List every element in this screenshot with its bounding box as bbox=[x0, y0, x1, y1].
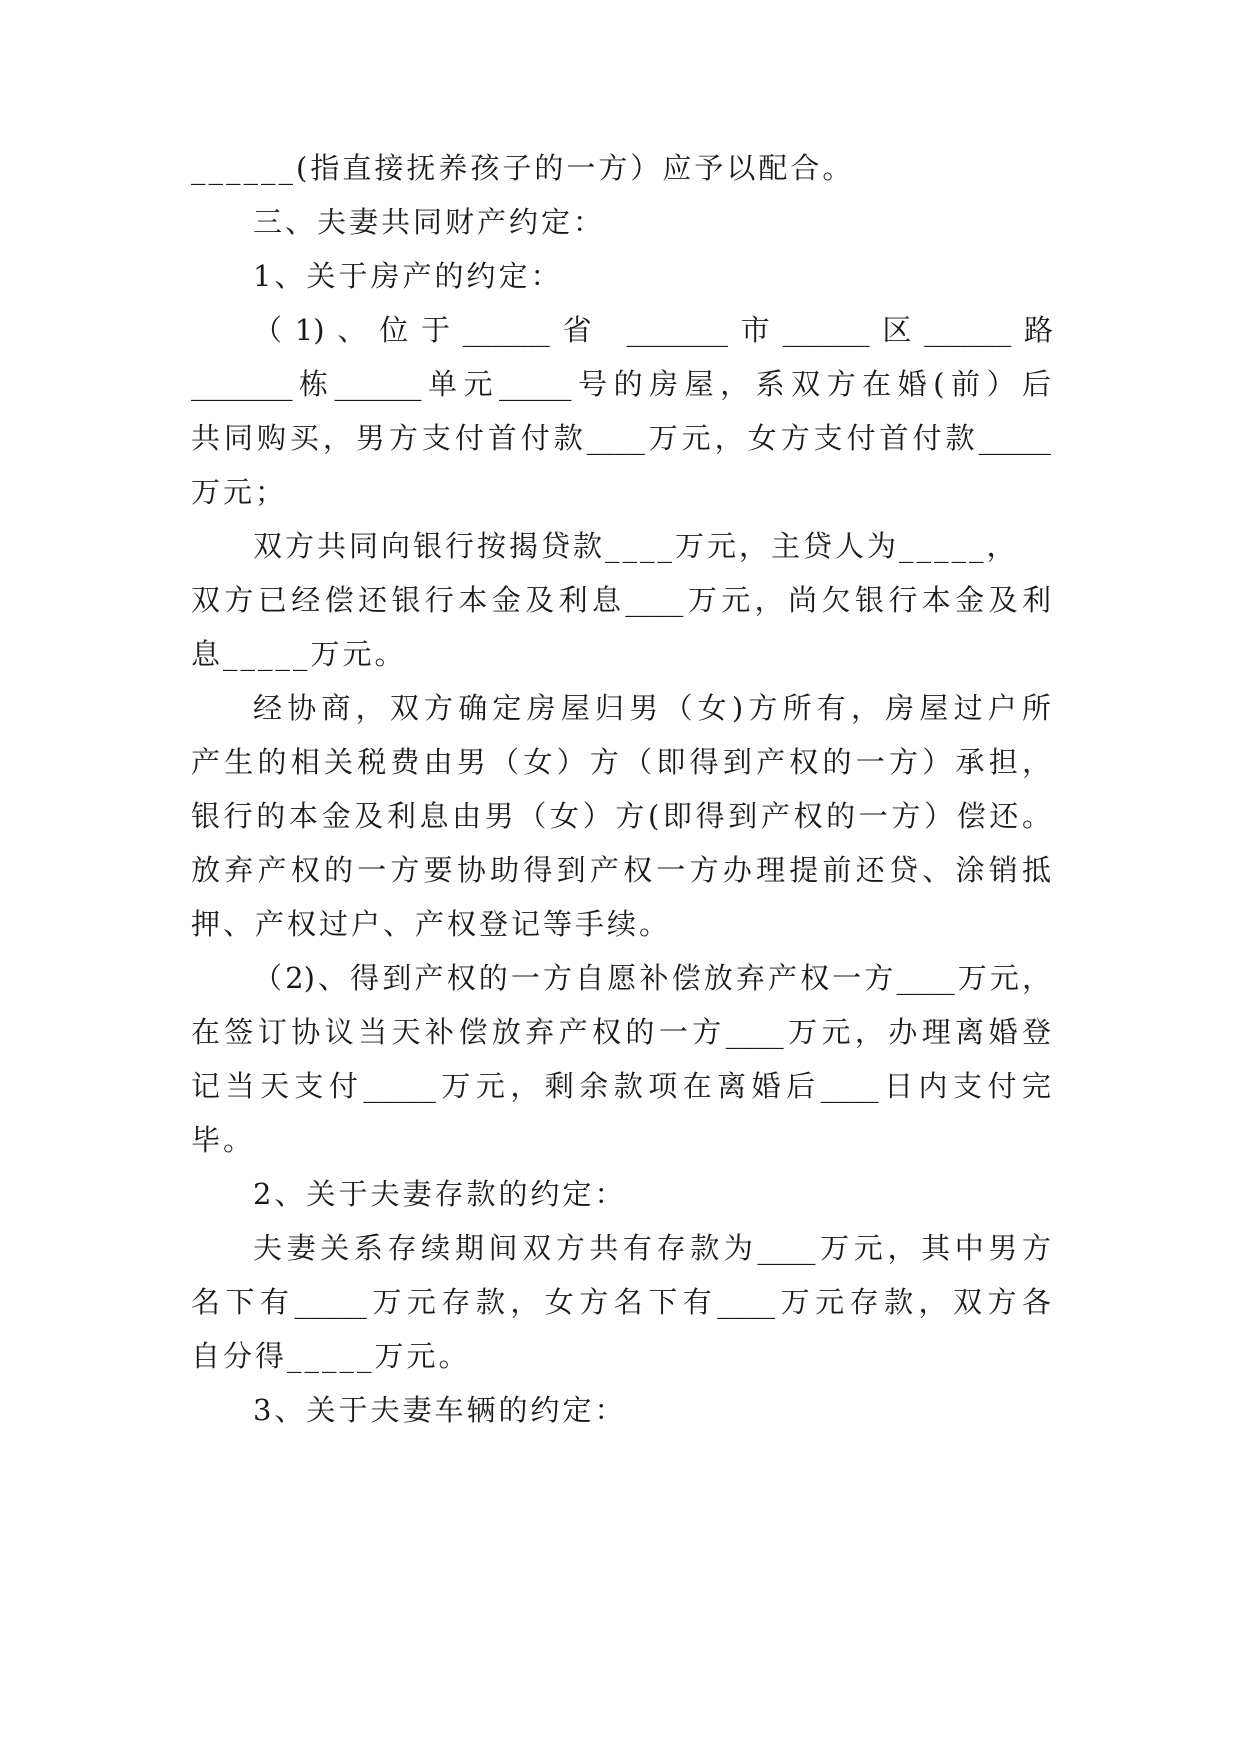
text-line-12: 产生的相关税费由男（女）方（即得到产权的一方）承担， bbox=[191, 745, 1051, 779]
text-line-14: 放弃产权的一方要协助得到产权一方办理提前还贷、涂销抵 bbox=[191, 853, 1051, 887]
text-line-21: 夫妻关系存续期间双方共有存款为____万元，其中男方 bbox=[253, 1231, 1051, 1265]
text-line-16: （2)、得到产权的一方自愿补偿放弃产权一方____万元， bbox=[253, 961, 1051, 995]
text-line-9: 双方已经偿还银行本金及利息____万元，尚欠银行本金及利 bbox=[191, 583, 1051, 617]
text-line-5: _______栋______单元_____号的房屋，系双方在婚(前）后 bbox=[191, 367, 1051, 401]
text-line-22: 名下有_____万元存款，女方名下有____万元存款，双方各 bbox=[191, 1285, 1051, 1319]
subsection-heading-1: 1、关于房产的约定： bbox=[253, 259, 563, 293]
subsection-heading-2: 2、关于夫妻存款的约定： bbox=[253, 1177, 627, 1211]
text-line-11: 经协商，双方确定房屋归男（女)方所有，房屋过户所 bbox=[253, 691, 1051, 725]
text-line-13: 银行的本金及利息由男（女）方(即得到产权的一方）偿还。 bbox=[191, 799, 1051, 833]
text-line-15: 押、产权过户、产权登记等手续。 bbox=[191, 907, 672, 941]
text-line-23: 自分得_____万元。 bbox=[191, 1339, 471, 1373]
section-heading-3: 三、夫妻共同财产约定： bbox=[253, 205, 606, 239]
subsection-heading-3: 3、关于夫妻车辆的约定： bbox=[253, 1393, 627, 1427]
text-line-7: 万元； bbox=[191, 475, 288, 509]
text-line-18: 记当天支付_____万元，剩余款项在离婚后____日内支付完 bbox=[191, 1069, 1051, 1103]
text-line-4: （1)、位于______省 _______市______区______路 bbox=[253, 313, 1053, 347]
text-line-1: ______(指直接抚养孩子的一方）应予以配合。 bbox=[191, 151, 855, 185]
text-line-8: 双方共同向银行按揭贷款____万元，主贷人为_____， bbox=[253, 529, 1019, 563]
text-line-17: 在签订协议当天补偿放弃产权的一方____万元，办理离婚登 bbox=[191, 1015, 1051, 1049]
text-line-6: 共同购买，男方支付首付款____万元，女方支付首付款_____ bbox=[191, 421, 1051, 455]
text-line-10: 息_____万元。 bbox=[191, 637, 407, 671]
text-line-19: 毕。 bbox=[191, 1123, 256, 1157]
